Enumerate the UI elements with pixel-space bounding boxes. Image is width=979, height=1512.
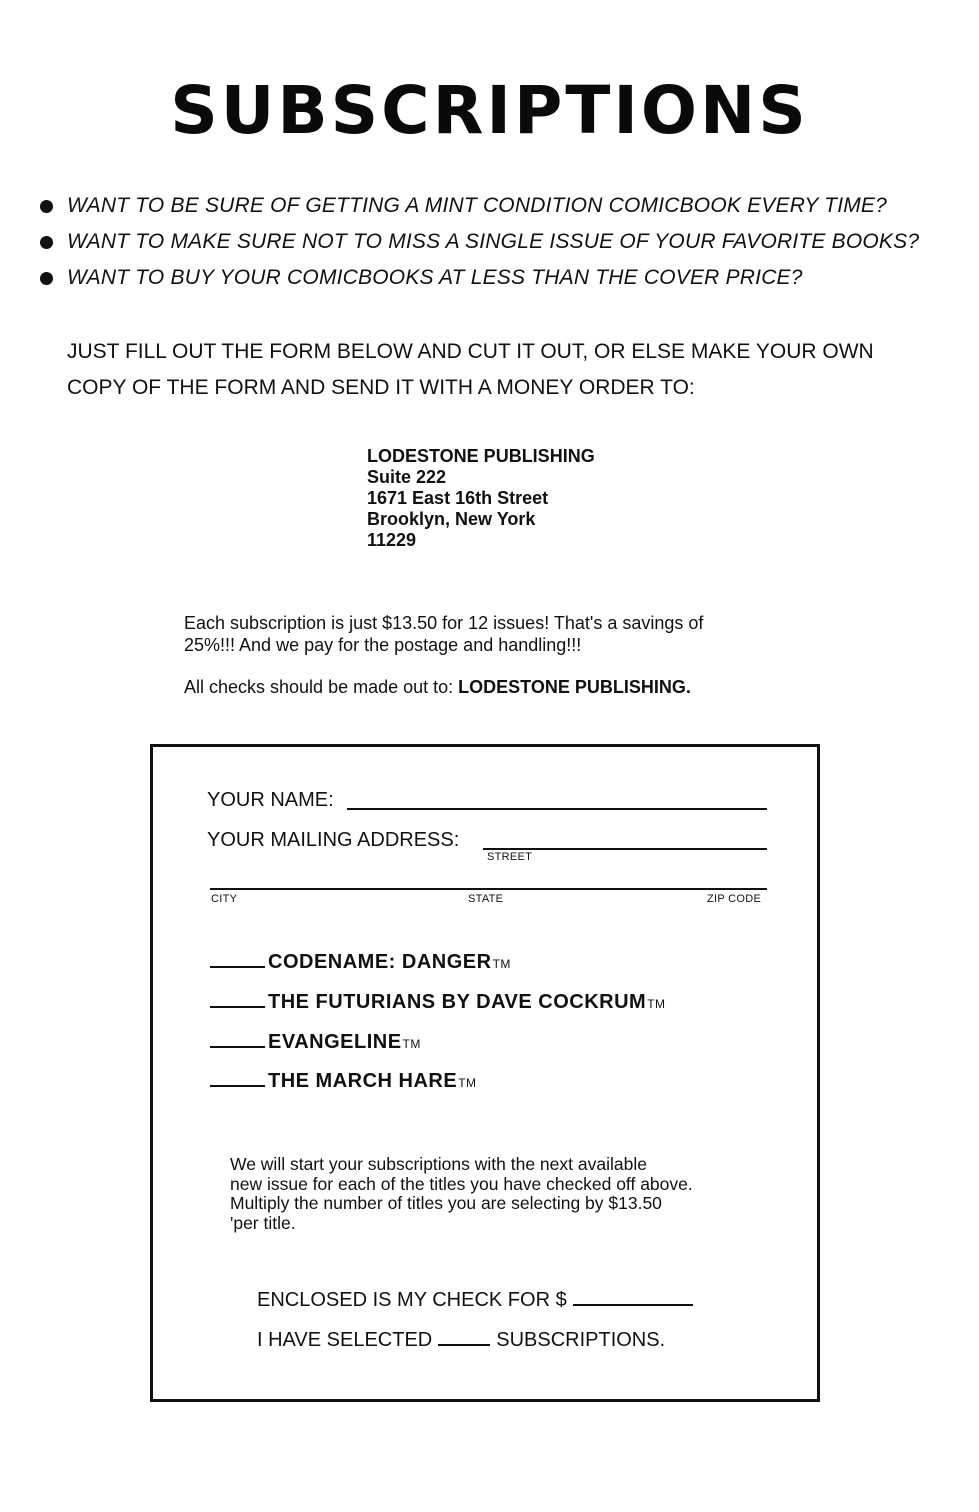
payee-paragraph xyxy=(184,676,884,698)
bullet-dot-icon xyxy=(40,272,53,285)
enclosed-label: ENCLOSED IS MY CHECK FOR $ xyxy=(257,1289,567,1311)
bullet-item xyxy=(40,188,960,224)
checkbox-blank[interactable] xyxy=(210,1046,265,1048)
street-caption: STREET xyxy=(487,851,533,863)
name-label: YOUR NAME: xyxy=(207,789,334,811)
bullet-text: WANT TO BUY YOUR COMICBOOKS AT LESS THAN THE COVER PRICE? xyxy=(67,266,803,289)
bullet-text: WANT TO BE SURE OF GETTING A MINT CONDITION COMICBOOK EVERY TIME? xyxy=(67,194,888,217)
trademark-mark: TM xyxy=(402,1037,421,1051)
note-line: 'per title. xyxy=(230,1212,296,1233)
subscription-count-field[interactable] xyxy=(438,1344,490,1346)
title-option-evangeline xyxy=(210,1031,421,1054)
bullet-dot-icon xyxy=(40,236,53,249)
bullet-text: WANT TO MAKE SURE NOT TO MISS A SINGLE ISSUE OF YOUR FAVORITE BOOKS? xyxy=(67,230,920,253)
address-line: Suite 222 xyxy=(367,467,447,487)
intro-line: JUST FILL OUT THE FORM BELOW AND CUT IT OUT, OR ELSE MAKE YOUR OWN xyxy=(67,340,874,363)
zip-caption: ZIP CODE xyxy=(707,893,762,905)
title-option-codename-danger xyxy=(210,951,511,974)
selected-suffix: SUBSCRIPTIONS. xyxy=(496,1329,666,1351)
note-line: Multiply the number of titles you are selecting by $13.50 xyxy=(230,1193,662,1213)
note-line: new issue for each of the titles you have checked off above. xyxy=(230,1173,693,1194)
title-name: THE MARCH HARE xyxy=(268,1070,458,1092)
subscription-form xyxy=(150,744,820,1402)
subscription-note xyxy=(230,1155,760,1233)
address-line: 1671 East 16th Street xyxy=(367,488,549,508)
price-paragraph xyxy=(184,612,824,656)
bullet-item xyxy=(40,224,960,260)
address-label: YOUR MAILING ADDRESS: xyxy=(207,829,460,851)
title-option-march-hare xyxy=(210,1070,477,1093)
street-field[interactable] xyxy=(483,848,767,850)
checkbox-blank[interactable] xyxy=(210,1006,265,1008)
mailing-address xyxy=(367,446,767,551)
trademark-mark: TM xyxy=(492,957,511,971)
bullet-list xyxy=(40,188,960,296)
name-field[interactable] xyxy=(347,808,767,810)
title-option-futurians xyxy=(210,991,666,1014)
intro-paragraph xyxy=(67,334,947,406)
price-line: Each subscription is just $13.50 for 12 issues! That's a savings of xyxy=(184,613,704,633)
bullet-item xyxy=(40,260,960,296)
payee-prefix: All checks should be made out to: xyxy=(184,677,459,697)
trademark-mark: TM xyxy=(458,1076,477,1090)
payee-name: LODESTONE PUBLISHING. xyxy=(458,677,691,697)
selected-row xyxy=(257,1329,665,1352)
intro-line: COPY OF THE FORM AND SEND IT WITH A MONEY ORDER TO: xyxy=(67,376,695,399)
price-line: 25%!!! And we pay for the postage and handling!!! xyxy=(184,635,582,655)
title-name: EVANGELINE xyxy=(268,1031,402,1053)
title-name: THE FUTURIANS BY DAVE COCKRUM xyxy=(268,991,647,1013)
checkbox-blank[interactable] xyxy=(210,1085,265,1087)
address-line: LODESTONE PUBLISHING xyxy=(367,446,595,466)
check-amount-field[interactable] xyxy=(573,1304,693,1306)
city-caption: CITY xyxy=(211,893,238,905)
address-line: 11229 xyxy=(367,530,417,550)
bullet-dot-icon xyxy=(40,200,53,213)
city-state-zip-field[interactable] xyxy=(210,888,767,890)
title-name: CODENAME: DANGER xyxy=(268,951,492,973)
state-caption: STATE xyxy=(468,893,504,905)
checkbox-blank[interactable] xyxy=(210,966,265,968)
note-line: We will start your subscriptions with the next available xyxy=(230,1154,647,1174)
trademark-mark: TM xyxy=(647,997,666,1011)
page-title: SUBSCRIPTIONS xyxy=(170,72,809,149)
selected-prefix: I HAVE SELECTED xyxy=(257,1329,433,1351)
address-line: Brooklyn, New York xyxy=(367,509,536,529)
enclosed-row xyxy=(257,1289,693,1312)
